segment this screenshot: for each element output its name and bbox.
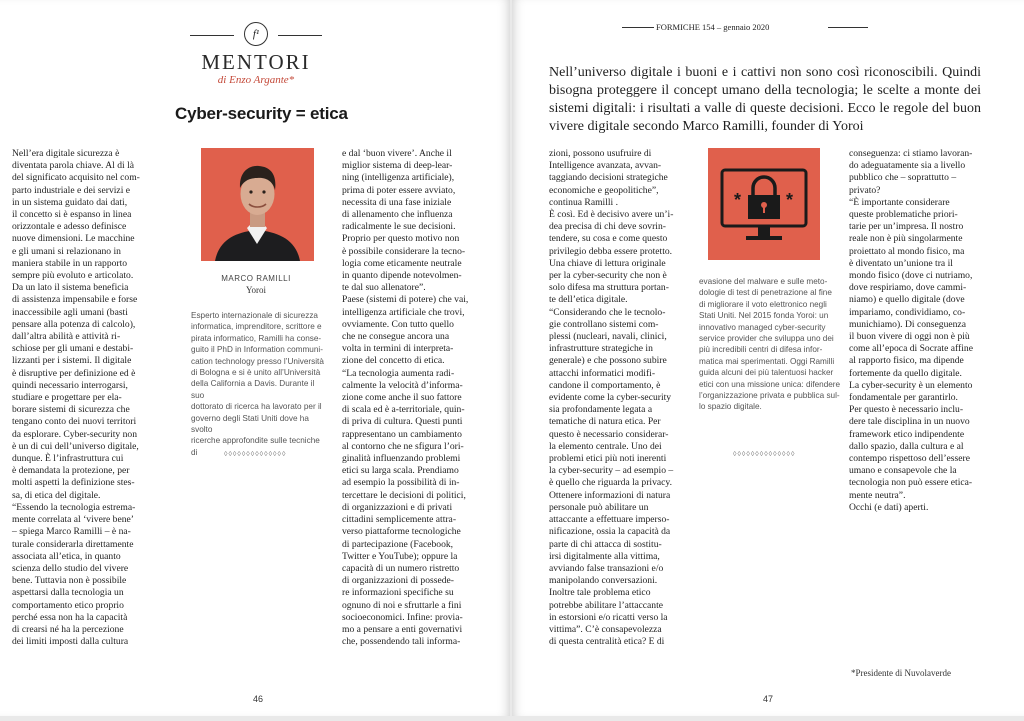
text-line: re informazioni specifiche su — [342, 587, 454, 599]
text-line: Paese (sistemi di potere) che vai, — [342, 294, 469, 306]
left-column-1 — [12, 148, 178, 648]
text-line: pensare alla potenza di calcolo), — [12, 318, 136, 330]
text-line: Proprio per questo motivo non — [342, 233, 460, 245]
text-line: Una chiave di lettura originale — [549, 257, 666, 269]
page-left — [0, 0, 510, 716]
text-line: Nell’era digitale sicurezza è — [12, 148, 120, 159]
text-line: – spiega Marco Ramilli – è na- — [12, 526, 131, 538]
text-line: verso piattaforme tecnologiche — [342, 526, 461, 538]
text-line: dere tale disciplina in un nuovo — [849, 416, 970, 428]
text-line: che ne consegue ancora una — [342, 331, 450, 343]
text-line: etici su larga scala. Prendiamo — [342, 465, 459, 477]
text-line: miglior sistema di deep-lear- — [342, 160, 453, 172]
text-line: prima di poter essere avviato, — [342, 184, 456, 196]
text-line: ognuno di noi e sfruttarle a fini — [342, 599, 462, 611]
ornament-divider: ◊◊◊◊◊◊◊◊◊◊◊◊◊◊ — [224, 450, 287, 458]
bio-line: guito il PhD in Information communi- — [191, 345, 323, 355]
text-line: il concetto si è espanso in linea — [12, 209, 132, 221]
right-column-1 — [549, 148, 709, 648]
text-line: di partecipazione (Facebook, — [342, 538, 454, 550]
text-line: te dal suo allenatore”. — [342, 282, 426, 294]
text-line: da esplorare. Cyber-security non — [12, 428, 138, 440]
text-line: È così. Ed è decisivo avere un’i- — [549, 209, 674, 221]
bio-line: pirata informatico, Ramilli ha conse- — [191, 333, 322, 343]
text-line: do adeguatamente sia a livello — [849, 160, 966, 172]
page-number-left: 46 — [253, 694, 264, 704]
text-line: lizzanti per i sistemi. Il digitale — [12, 355, 132, 367]
bio-line: evasione del malware e sulle meto- — [699, 277, 828, 286]
text-line: parto industriale e dei servizi e — [12, 184, 131, 196]
text-line: rappresentano un cambiamento — [342, 428, 462, 440]
text-line: nuove dimensioni. Le macchine — [12, 233, 135, 245]
text-line: zione del concetto di etica. — [342, 355, 445, 367]
text-line: sia profondamente legata a — [549, 404, 653, 416]
caption-organization: Yoroi — [245, 285, 267, 295]
text-line: munichiamo). Di conseguenza — [849, 318, 966, 330]
text-line: volta in termini di interpreta- — [342, 343, 454, 355]
monitor-padlock-icon — [708, 148, 820, 260]
text-line: di assistenza impensabile e forse — [12, 294, 138, 306]
text-line: dallo spazio, dalla cultura e al — [849, 440, 964, 452]
text-line: fondamentale per garantirlo. — [849, 392, 958, 404]
text-line: come all’epoca di Socrate affine — [849, 343, 973, 355]
footnote: *Presidente di Nuvolaverde — [851, 668, 951, 678]
text-line: di questa centralità etica? E di — [549, 636, 665, 648]
text-line: cittadini semplicemente attra- — [342, 514, 457, 526]
bio-line: lo spazio digitale. — [699, 402, 762, 412]
text-line: orizzontale e adesso definisce — [12, 221, 127, 233]
text-line: e dal ‘buon vivere’. Anche il — [342, 148, 452, 159]
text-line: umano e consapevole che la — [849, 465, 957, 477]
text-line: bene. Tuttavia non è possibile — [12, 575, 127, 587]
text-line: dunque. È l’infrastruttura cui — [12, 453, 124, 465]
text-line: Per questo è necessario inclu- — [849, 404, 964, 416]
text-line: ad esempio la possibilità di in- — [342, 477, 460, 489]
text-line: necessita di una fase iniziale — [342, 196, 452, 208]
text-line: privilegio debba essere protetto. — [549, 245, 673, 257]
bio-line: innovativo managed cyber-security — [699, 322, 826, 332]
text-line: plessi (nucleari, navali, clinici, — [549, 331, 667, 343]
logo-rule-right — [278, 35, 322, 36]
text-line: diventata parola chiave. Al di là — [12, 160, 135, 172]
text-line: comportamento etico proprio — [12, 599, 124, 611]
text-line: te dell’etica digitale. — [549, 294, 628, 306]
text-line: per la cyber-security che non è — [549, 270, 667, 282]
bio-box-continued — [699, 276, 843, 413]
svg-text:*: * — [786, 190, 794, 210]
text-line: evidente come la cyber-security — [549, 392, 672, 404]
bio-line: guida alcuni dei più talentuosi hacker — [699, 368, 834, 378]
text-line: ginalità influenzando problemi — [342, 453, 461, 465]
text-line: sa, di etica del digitale. — [12, 489, 101, 501]
ornament-divider: ◊◊◊◊◊◊◊◊◊◊◊◊◊◊ — [733, 450, 796, 458]
text-line: è possibile considerare la tecno- — [342, 245, 466, 257]
text-line: radicalmente le sue decisioni. — [342, 221, 456, 233]
text-line: Da un lato il sistema beneficia — [12, 282, 129, 294]
text-line: Occhi (e dati) aperti. — [849, 501, 929, 513]
text-line: vittima”. C’è consapevolezza — [549, 623, 662, 635]
section-logo — [196, 22, 316, 86]
text-line: Twitter e YouTube); oppure la — [342, 550, 458, 562]
text-line: impariamo, condividiamo, co- — [849, 306, 966, 318]
text-line: Inoltre tale problema etico — [549, 587, 651, 599]
text-line: mo a pensare a enti governativi — [342, 623, 463, 635]
text-line: di organizzazioni di possede- — [342, 575, 454, 587]
text-line: Ottenere informazioni di natura — [549, 489, 671, 501]
text-line: dea precisa di chi deve sovrin- — [549, 221, 666, 233]
text-line: zioni, possono usufruire di — [549, 148, 652, 159]
caption-name: MARCO RAMILLI — [221, 274, 291, 283]
text-line: di priva di cultura. Questi punti — [342, 416, 463, 428]
text-line: economiche e geopolitiche”, — [549, 184, 659, 196]
text-line: è disruptive per definizione ed è — [12, 367, 136, 379]
text-line: fortemente da quello digitale. — [849, 367, 962, 379]
text-line: generale) e che possono subire — [549, 355, 667, 367]
text-line: problemi etici più noti inerenti — [549, 453, 667, 465]
text-line: attacchi informatici modifi- — [549, 367, 656, 379]
text-line: personale può abilitare un — [549, 501, 649, 513]
text-line: che, possendendo tali informa- — [342, 636, 461, 648]
text-line: niamo) e quello digitale (dove — [849, 294, 965, 306]
bio-line: della California a Davis. Durante il suo — [191, 379, 315, 400]
text-line: dei limiti imposti dalla cultura — [12, 636, 129, 648]
text-line: maniera stabile in un rapporto — [12, 257, 128, 269]
standfirst: Nell’universo digitale i buoni e i cattivi non sono così riconoscibili. Quindi bisogna proteggere il concept umano della tecnologia; le scelte a monte dei sistemi digitali: i risultati a valle di queste decisioni. Ecco le regole del buon vivere digitale secondo Marco Ramilli, founder di Yoroi — [549, 65, 981, 134]
svg-text:*: * — [734, 190, 742, 210]
text-line: framework etico indipendente — [849, 428, 965, 440]
text-line: tecnologia non può essere etica- — [849, 477, 973, 489]
text-line: dove respiriamo, dove cammi- — [849, 282, 967, 294]
text-line: e gli umani si relazionano in — [12, 245, 121, 257]
text-line: taggiando decisioni strategiche — [549, 172, 668, 184]
text-line: il buon vivere di oggi non è più — [849, 331, 970, 343]
text-line: turale considerarla direttamente — [12, 538, 134, 550]
text-line: tengano conto dei nuovi territori — [12, 416, 137, 428]
byline: di Enzo Argante* — [217, 74, 295, 86]
text-line: al contorno che ne sfigura l’ori- — [342, 440, 464, 452]
text-line: irsi digitalmente alla vittima, — [549, 550, 660, 562]
text-line: al rapporto fisico, ma dipende — [849, 355, 964, 367]
text-line: la cyber-security – ad esempio – — [549, 465, 674, 477]
text-line: calmente la velocità d’informa- — [342, 379, 463, 391]
bio-line: dottorato di ricerca ha lavorato per il — [191, 402, 322, 412]
text-line: di organizzazioni e di privati — [342, 501, 453, 513]
text-line: socioeconomici. Infine: provia- — [342, 611, 463, 623]
text-line: in quanto dipende notevolmen- — [342, 270, 462, 282]
text-line: capacità di un numero ristretto — [342, 562, 460, 574]
text-line: “La tecnologia aumenta radi- — [342, 367, 455, 379]
text-line: proiettato al mondo fisico, ma — [849, 245, 965, 257]
text-line: inaccessibile agli umani (basti — [12, 306, 128, 318]
article-headline: Cyber-security = etica — [175, 104, 348, 123]
text-line: intelligenza artificiale che trovi, — [342, 306, 465, 318]
text-line: privato? — [849, 184, 881, 196]
text-line: “È importante considerare — [849, 196, 950, 208]
logo-rule-left — [190, 35, 234, 36]
text-line: candone il comportamento, è — [549, 379, 661, 391]
text-line: in estorsioni e/o ricatti verso la — [549, 611, 668, 623]
text-line: è un di cui dell’universo digitale, — [12, 440, 139, 452]
bio-line: più incredibili centri di difesa infor- — [699, 345, 823, 355]
running-header: FORMICHE 154 – gennaio 2020 — [656, 22, 770, 32]
text-line: infrastrutture strategiche in — [549, 343, 653, 355]
bio-line: matica mai sperimentati. Oggi Ramilli — [699, 356, 835, 366]
bio-line: governo degli Stati Uniti dove ha svolto — [191, 413, 309, 435]
text-line: potrebbe abilitare l’attaccante — [549, 599, 663, 611]
text-line: parte di chi attacca di sostitu- — [549, 538, 662, 550]
text-line: queste problematiche priori- — [849, 209, 958, 221]
bio-line: l’organizzazione privata e pubblica sul- — [699, 391, 840, 401]
text-line: logia come eticamente neutrale — [342, 257, 462, 269]
bio-line: etici con una missione unica: difendere — [699, 379, 841, 389]
text-line: “Essendo la tecnologia estrema- — [12, 501, 136, 513]
text-line: del significato acquisito nel com- — [12, 172, 140, 184]
text-line: in un sistema guidato dai dati, — [12, 196, 128, 208]
text-line: quindi necessario interrogarsi, — [12, 379, 128, 391]
page-number-right: 47 — [763, 694, 774, 704]
text-line: borare sistemi di sicurezza che — [12, 404, 130, 416]
text-line: conseguenza: ci stiamo lavoran- — [849, 148, 973, 159]
text-line: Intelligence avanzata, avvan- — [549, 160, 662, 172]
left-column-3 — [342, 148, 502, 648]
text-line: tercettare le decisioni di politici, — [342, 489, 466, 501]
text-line: scienza dello studio del vivere — [12, 562, 129, 574]
text-line: di scala ed è a-territoriale, quin- — [342, 404, 465, 416]
header-rule-left — [622, 27, 654, 28]
bio-line: cation technology presso l’Università — [191, 356, 324, 366]
text-line: nificazione, ossia la capacità da — [549, 526, 671, 538]
monitor-padlock-illustration — [708, 148, 820, 260]
text-line: ning (intelligenza artificiale), — [342, 172, 455, 184]
text-line: questo è necessario considerar- — [549, 428, 669, 440]
text-line: molti aspetti la definizione stes- — [12, 477, 135, 489]
bio-line: di Bologna e si è unito all’Università — [191, 368, 321, 378]
text-line: tarie per un’impresa. Il nostro — [849, 221, 964, 233]
text-line: è diventato un’unione tra il — [849, 257, 953, 269]
text-line: tendere, su cosa e come questo — [549, 233, 668, 245]
text-line: continua Ramilli . — [549, 196, 619, 208]
text-line: ovviamente. Con tutto quello — [342, 318, 454, 330]
bio-line: di migliorare il voto elettronico negli — [699, 299, 827, 309]
photo-caption — [190, 274, 322, 295]
text-line: pubblico che – soprattutto – — [849, 172, 957, 184]
section-title: MENTORI — [201, 50, 311, 74]
bio-line: dologie di test di penetrazione al fine — [699, 288, 832, 298]
text-line: manipolando conversazioni. — [549, 575, 658, 587]
text-line: sempre più evoluto e articolato. — [12, 270, 134, 282]
text-line: di allenamento che influenza — [342, 209, 453, 221]
bio-line: ricerche approfondite sulle tecniche di — [191, 436, 320, 457]
text-line: “Considerando che le tecnolo- — [549, 306, 666, 318]
text-line: gie controllano sistemi com- — [549, 318, 659, 330]
text-line: mente correlata al ‘vivere bene’ — [12, 514, 134, 526]
bio-line: Esperto internazionale di sicurezza — [191, 311, 318, 320]
page-right — [512, 0, 1024, 716]
text-line: mente neutra”. — [849, 489, 906, 501]
text-line: dall’altra abilità e attività ri- — [12, 331, 121, 343]
text-line: la elemento centrale. Uno dei — [549, 440, 662, 452]
text-line: di crearsi né ha la percezione — [12, 623, 124, 635]
bio-line: informatica, imprenditore, scrittore e — [191, 322, 322, 332]
text-line: contempo rispettoso dell’essere — [849, 453, 970, 465]
text-line: zione come anche il suo fattore — [342, 392, 462, 404]
right-column-3 — [849, 148, 1015, 514]
text-line: è demandata la protezione, per — [12, 465, 130, 477]
portrait-photo — [201, 148, 314, 261]
text-line: attaccante a effettuare imperso- — [549, 514, 670, 526]
logo-mark: f¹ — [244, 22, 268, 46]
text-line: studiare e progettare per ela- — [12, 392, 122, 404]
text-line: schiose per gli umani e destabi- — [12, 343, 134, 355]
portrait-illustration — [201, 148, 314, 261]
text-line: mondo fisico (dove ci nutriamo, — [849, 270, 973, 282]
text-line: associata all’etica, in quanto — [12, 550, 121, 562]
text-line: tematiche di natura etica. Per — [549, 416, 661, 428]
text-line: è quello che riguarda la privacy. — [549, 477, 672, 489]
text-line: solo difesa ma struttura portan- — [549, 282, 669, 294]
text-line: perché essa non ha la capacità — [12, 611, 128, 623]
text-line: avviando false transazioni e/o — [549, 562, 664, 574]
text-line: reale non è più singolarmente — [849, 233, 963, 245]
bio-box — [191, 310, 327, 458]
bio-line: service provider che sviluppa uno dei — [699, 334, 834, 344]
header-rule-right — [828, 27, 868, 28]
text-line: La cyber-security è un elemento — [849, 379, 973, 391]
bio-line: Stati Uniti. Nel 2015 fonda Yoroi: un — [699, 311, 829, 321]
text-line: aspettarsi dalla tecnologia un — [12, 587, 124, 599]
